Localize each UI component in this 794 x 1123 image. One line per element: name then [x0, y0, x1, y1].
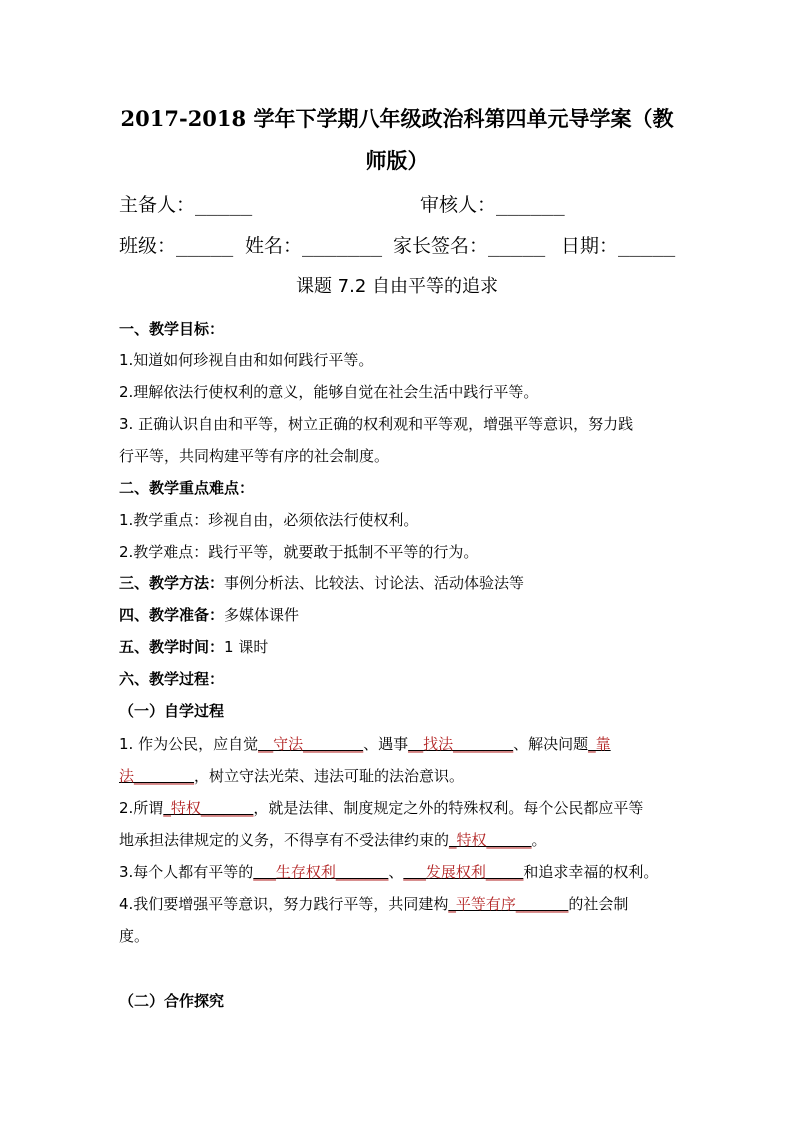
question-text: 4.我们要增强平等意识，努力践行平等，共同建构: [119, 895, 449, 913]
key-points-heading: 二、教学重点难点：: [119, 479, 255, 497]
prep-text: 多媒体课件: [224, 606, 300, 624]
question-text: 、解决问题: [513, 735, 589, 753]
question-1-continued: [119, 765, 464, 786]
class-blank[interactable]: _____: [176, 235, 234, 257]
question-text: 和追求幸福的权利。: [523, 863, 659, 881]
answer-blank: ___生存权利_______: [253, 863, 389, 881]
question-3: [119, 861, 658, 882]
question-text: ，树立守法光荣、违法可耻的法治意识。: [194, 767, 465, 785]
answer-blank: __找法________: [408, 735, 514, 753]
method-heading: 三、教学方法：: [119, 574, 225, 592]
self-study-heading: （一）自学过程: [119, 702, 225, 720]
goal-item-continued: 行平等，共同构建平等有序的社会制度。: [119, 447, 390, 465]
time-text: 1 课时: [224, 638, 269, 656]
cooperation-heading: （二）合作探究: [119, 992, 225, 1010]
prep-heading: 四、教学准备：: [119, 606, 225, 624]
name-blank[interactable]: _______: [302, 235, 383, 257]
date-blank[interactable]: _____: [618, 235, 676, 257]
question-text: 地承担法律规定的义务，不得享有不受法律约束的: [119, 831, 450, 849]
question-4-continued: 度。: [119, 927, 150, 945]
lesson-title: 课题 7.2 自由平等的追求: [295, 276, 499, 297]
prep-line: [119, 604, 299, 625]
answer-blank: __守法________: [258, 735, 364, 753]
question-text: ，就是法律、制度规定之外的特殊权利。每个公民都应平等: [253, 799, 644, 817]
preparer-label: 主备人：: [119, 194, 196, 216]
question-text: 2.所谓: [119, 799, 164, 817]
goals-heading: 一、教学目标：: [119, 320, 225, 338]
process-heading: 六、教学过程：: [119, 670, 225, 688]
goal-item: 1.知道如何珍视自由和如何践行平等。: [119, 351, 374, 369]
document-title: 2017-2018 学年下学期八年级政治科第四单元导学案（教: [120, 106, 674, 131]
reviewer-label: 审核人：: [420, 194, 497, 216]
reviewer-blank[interactable]: ______: [496, 194, 565, 216]
answer-blank: _特权_______: [163, 799, 254, 817]
question-1: [119, 733, 611, 754]
parent-signature-label: 家长签名：: [393, 235, 489, 257]
answer-blank: _靠: [588, 735, 611, 753]
method-line: [119, 572, 524, 593]
method-text: 事例分析法、比较法、讨论法、活动体验法等: [224, 574, 525, 592]
preparer-field: [119, 190, 252, 217]
question-text: 、遇事: [363, 735, 409, 753]
class-label: 班级：: [119, 235, 177, 257]
key-point-item: 2.教学难点：践行平等，就要敢于抵制不平等的行为。: [119, 543, 479, 561]
reviewer-field: [420, 190, 565, 217]
answer-blank: ___发展权利_____: [403, 863, 524, 881]
goal-item: 3. 正确认识自由和平等，树立正确的权利观和平等观，增强平等意识，努力践: [119, 415, 634, 433]
document-title-continued: 师版）: [365, 148, 429, 173]
question-text: 的社会制: [568, 895, 629, 913]
class-field: [119, 231, 233, 258]
question-2-continued: [119, 829, 547, 850]
name-label: 姓名：: [245, 235, 303, 257]
question-2: [119, 797, 643, 818]
time-heading: 五、教学时间：: [119, 638, 225, 656]
key-point-item: 1.教学重点：珍视自由，必须依法行使权利。: [119, 511, 419, 529]
date-label: 日期：: [561, 235, 619, 257]
preparer-blank[interactable]: _____: [195, 194, 253, 216]
parent-signature-blank[interactable]: _____: [488, 235, 546, 257]
date-field: [561, 231, 675, 258]
question-text: 3.每个人都有平等的: [119, 863, 254, 881]
parent-signature-field: [393, 231, 545, 258]
question-4: [119, 893, 628, 914]
goal-item: 2.理解依法行使权利的意义，能够自觉在社会生活中践行平等。: [119, 383, 539, 401]
answer-blank: _特权______: [449, 831, 532, 849]
question-text: 、: [388, 863, 404, 881]
name-field: [245, 231, 382, 258]
answer-blank: _平等有序_______: [448, 895, 569, 913]
question-text: 。: [531, 831, 547, 849]
question-text: 1. 作为公民，应自觉: [119, 735, 259, 753]
answer-blank: 法________: [119, 767, 195, 785]
time-line: [119, 636, 268, 657]
